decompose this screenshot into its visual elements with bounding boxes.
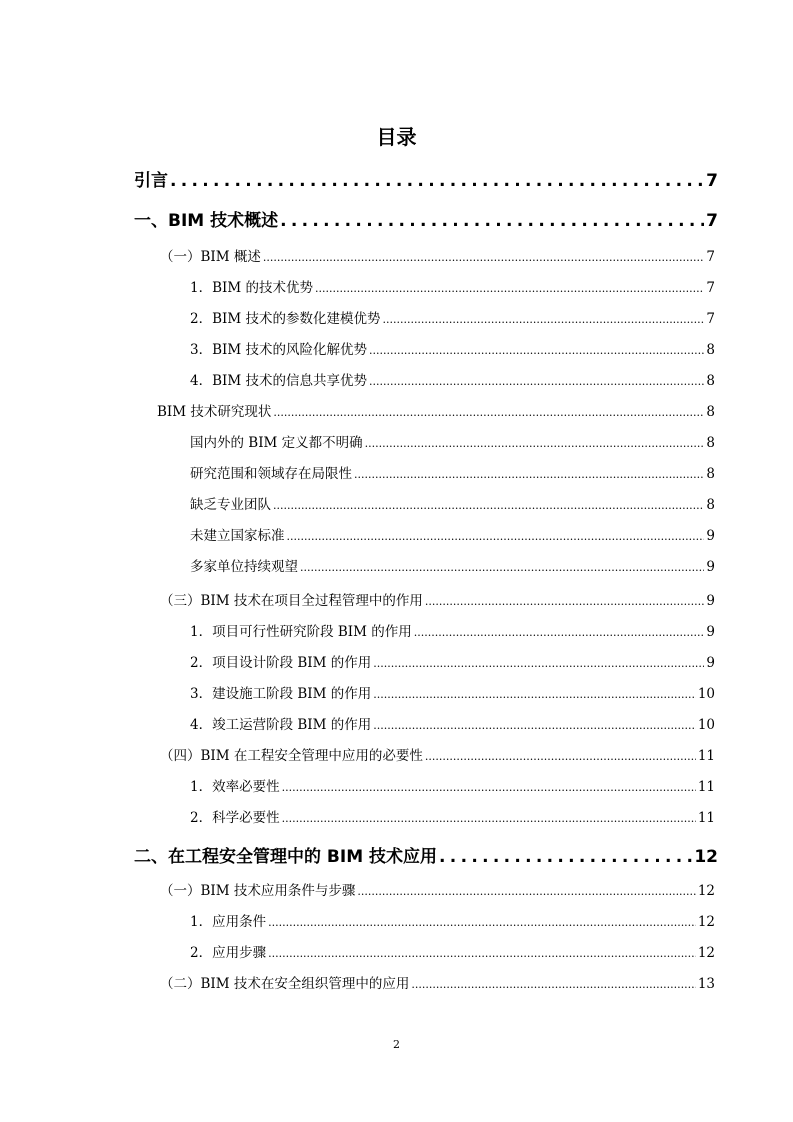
dot-leader (369, 375, 704, 388)
toc-entry-label: 3．BIM 技术的风险化解优势 (190, 342, 367, 358)
dot-leader (268, 947, 696, 960)
toc-entry-page: 7 (706, 280, 715, 296)
toc-entry-subsection[interactable] (190, 555, 715, 575)
toc-entry-page: 12 (694, 847, 718, 867)
toc-entry-label: （一）BIM 技术应用条件与步骤 (160, 883, 356, 899)
dot-leader (425, 750, 696, 763)
toc-entry-subsection[interactable] (190, 276, 715, 296)
toc-entry-label: 3．建设施工阶段 BIM 的作用 (190, 686, 372, 702)
toc-entry-section[interactable] (160, 972, 715, 992)
dot-leader (357, 885, 695, 898)
toc-entry-page: 11 (697, 779, 715, 795)
toc-entry-label: BIM 技术研究现状 (157, 404, 272, 420)
dot-leader (365, 437, 705, 450)
toc-entry-label: 2．BIM 技术的参数化建模优势 (190, 311, 381, 327)
toc-entry-page: 8 (706, 435, 715, 451)
toc-entry-subsection[interactable] (190, 910, 715, 930)
dot-leader (282, 781, 696, 794)
dot-leader (382, 313, 704, 326)
toc-entry-page: 9 (706, 559, 715, 575)
toc-entry-section[interactable] (160, 879, 715, 899)
toc-entry-subsection[interactable] (190, 620, 715, 640)
dot-leader (170, 171, 704, 191)
toc-entry-page: 8 (706, 373, 715, 389)
toc-entry-section[interactable] (160, 245, 715, 265)
toc-entry-page: 8 (706, 404, 715, 420)
dot-leader (439, 847, 692, 867)
toc-entry-page: 12 (697, 945, 715, 961)
toc-entry-subsection[interactable] (190, 338, 715, 358)
toc-entry-label: 1．效率必要性 (190, 779, 280, 795)
toc-entry-label: （四）BIM 在工程安全管理中应用的必要性 (160, 748, 423, 764)
toc-entry-section[interactable] (157, 400, 715, 420)
toc-entry-section[interactable] (160, 589, 715, 609)
dot-leader (268, 916, 696, 929)
toc-entry-page: 8 (706, 342, 715, 358)
toc-entry-label: （一）BIM 概述 (160, 249, 261, 265)
dot-leader (354, 468, 704, 481)
toc-entry-subsection[interactable] (190, 307, 715, 327)
toc-entry-label: 国内外的 BIM 定义都不明确 (190, 435, 363, 451)
dot-leader (369, 344, 704, 357)
toc-entry-label: 2．应用步骤 (190, 945, 267, 961)
dot-leader (282, 812, 696, 825)
toc-entry-page: 8 (706, 466, 715, 482)
dot-leader (300, 561, 704, 574)
dot-leader (273, 499, 704, 512)
dot-leader (373, 688, 696, 701)
toc-entry-page: 9 (706, 528, 715, 544)
toc-entry-subsection[interactable] (190, 682, 715, 702)
toc-entry-label: 1．BIM 的技术优势 (190, 280, 313, 296)
dot-leader (263, 251, 705, 264)
toc-entry-page: 7 (706, 249, 715, 265)
toc-entry-label: 引言 (134, 171, 168, 191)
toc-entry-section[interactable] (160, 744, 715, 764)
toc-entry-label: 多家单位持续观望 (190, 559, 298, 575)
toc-entry-label: 一、BIM 技术概述 (134, 211, 279, 231)
dot-leader (373, 719, 696, 732)
dot-leader (280, 211, 704, 231)
toc-entry-page: 11 (697, 810, 715, 826)
toc-entry-label: 1．应用条件 (190, 914, 267, 930)
toc-entry-subsection[interactable] (190, 369, 715, 389)
toc-entry-page: 9 (706, 624, 715, 640)
toc-entry-page: 10 (697, 717, 715, 733)
toc-entry-page: 7 (706, 311, 715, 327)
toc-entry-subsection[interactable] (190, 651, 715, 671)
toc-entry-page: 7 (706, 211, 718, 231)
toc-entry-chapter-1[interactable] (134, 206, 718, 231)
toc-title: 目录 (376, 125, 417, 149)
toc-entry-page: 13 (697, 976, 715, 992)
toc-entry-page: 7 (706, 171, 718, 191)
toc-entry-chapter-2[interactable] (134, 842, 718, 867)
toc-entry-subsection[interactable] (190, 713, 715, 733)
toc-entry-subsection[interactable] (190, 806, 715, 826)
toc-entry-page: 9 (706, 655, 715, 671)
toc-entry-subsection[interactable] (190, 493, 715, 513)
toc-entry-label: （三）BIM 技术在项目全过程管理中的作用 (160, 593, 423, 609)
toc-entry-page: 12 (697, 883, 715, 899)
dot-leader (425, 595, 705, 608)
toc-entry-introduction[interactable] (134, 166, 718, 191)
toc-entry-label: 4．竣工运营阶段 BIM 的作用 (190, 717, 372, 733)
toc-entry-label: 1．项目可行性研究阶段 BIM 的作用 (190, 624, 412, 640)
toc-entry-label: 二、在工程安全管理中的 BIM 技术应用 (134, 847, 438, 867)
dot-leader (411, 978, 695, 991)
toc-entry-label: （二）BIM 技术在安全组织管理中的应用 (160, 976, 410, 992)
toc-entry-subsection[interactable] (190, 462, 715, 482)
toc-entry-page: 11 (697, 748, 715, 764)
toc-entry-label: 4．BIM 技术的信息共享优势 (190, 373, 367, 389)
dot-leader (287, 530, 705, 543)
toc-entry-label: 2．项目设计阶段 BIM 的作用 (190, 655, 372, 671)
toc-entry-label: 未建立国家标准 (190, 528, 285, 544)
toc-entry-label: 2．科学必要性 (190, 810, 280, 826)
toc-entry-page: 8 (706, 497, 715, 513)
toc-entry-page: 9 (706, 593, 715, 609)
dot-leader (273, 406, 704, 419)
toc-entry-subsection[interactable] (190, 941, 715, 961)
toc-entry-page: 12 (697, 914, 715, 930)
toc-entry-subsection[interactable] (190, 524, 715, 544)
dot-leader (414, 626, 705, 639)
toc-entry-subsection[interactable] (190, 431, 715, 451)
dot-leader (315, 282, 704, 295)
toc-entry-page: 10 (697, 686, 715, 702)
dot-leader (373, 657, 704, 670)
page-number: 2 (393, 1038, 400, 1051)
toc-entry-subsection[interactable] (190, 775, 715, 795)
toc-entry-label: 缺乏专业团队 (190, 497, 271, 513)
toc-entry-label: 研究范围和领域存在局限性 (190, 466, 352, 482)
